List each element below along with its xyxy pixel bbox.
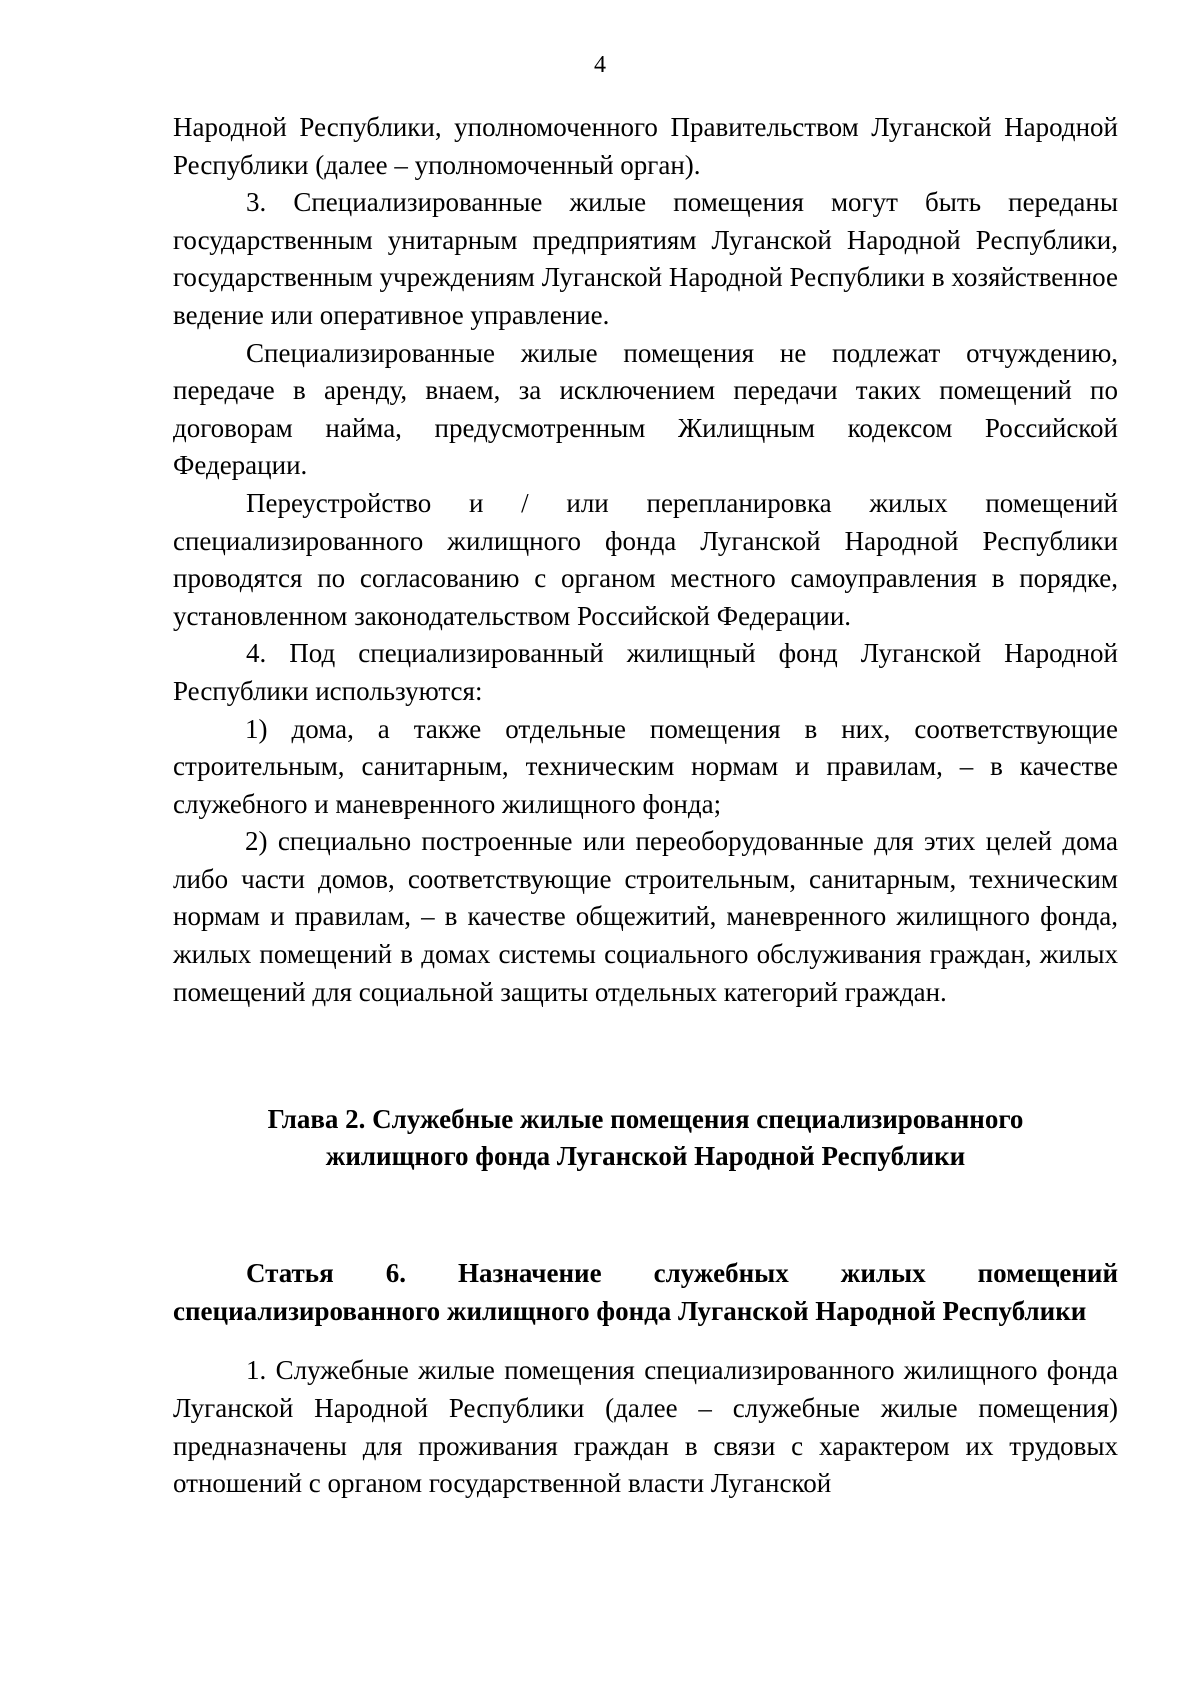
list-item-1: 1) дома, а также отдельные помещения в них, соответствующие строительным, санитарным, техническим нормам и правилам, – в качестве служебного и маневренного жилищного фонда; [173,713,1118,819]
paragraph-item-3: 3. Специализированные жилые помещения могут быть переданы государственным унитарным предприятиям Луганской Народной Республики, государственным учреждениям Луганской Народной Республики в хозяйственное ведение или оперативное управление. [173,187,1118,330]
document-body [173,109,1118,1503]
paragraph-continuation: Народной Республики, уполномоченного Правительством Луганской Народной Республики (далее – уполномоченный орган). [173,112,1118,180]
paragraph-alienation: Специализированные жилые помещения не подлежат отчуждению, передаче в аренду, внаем, за исключением передачи таких помещений по договорам найма, предусмотренным Жилищным кодексом Российской Федерации. [173,337,1118,481]
chapter-heading [173,1101,1118,1175]
chapter-heading-line-2: жилищного фонда Луганской Народной Республики [325,1141,966,1172]
page-number: 4 [594,52,606,78]
chapter-heading-line-1: Глава 2. Служебные жилые помещения специализированного [267,1104,1024,1135]
paragraph-item-4: 4. Под специализированный жилищный фонд Луганской Народной Республики используются: [173,638,1118,706]
article-heading: Статья 6. Назначение служебных жилых помещений специализированного жилищного фонда Луганской Народной Республики [173,1258,1118,1326]
article-paragraph-1: 1. Служебные жилые помещения специализированного жилищного фонда Луганской Народной Республики (далее – служебные жилые помещения) предназначены для проживания граждан в связи с характером их трудовых отношений с органом государственной власти Луганской [173,1355,1118,1499]
list-item-2: 2) специально построенные или переоборудованные для этих целей дома либо части домов, соответствующие строительным, санитарным, техническим нормам и правилам, – в качестве общежитий, маневренного жилищного фонда, жилых помещений в домах системы социального обслуживания граждан, жилых помещений для социальной защиты отдельных категорий граждан. [173,826,1118,1007]
paragraph-reconstruction: Переустройство и / или перепланировка жилых помещений специализированного жилищного фонда Луганской Народной Республики проводятся по согласованию с органом местного самоуправления в порядке, установленном законодательством Российской Федерации. [173,487,1118,631]
